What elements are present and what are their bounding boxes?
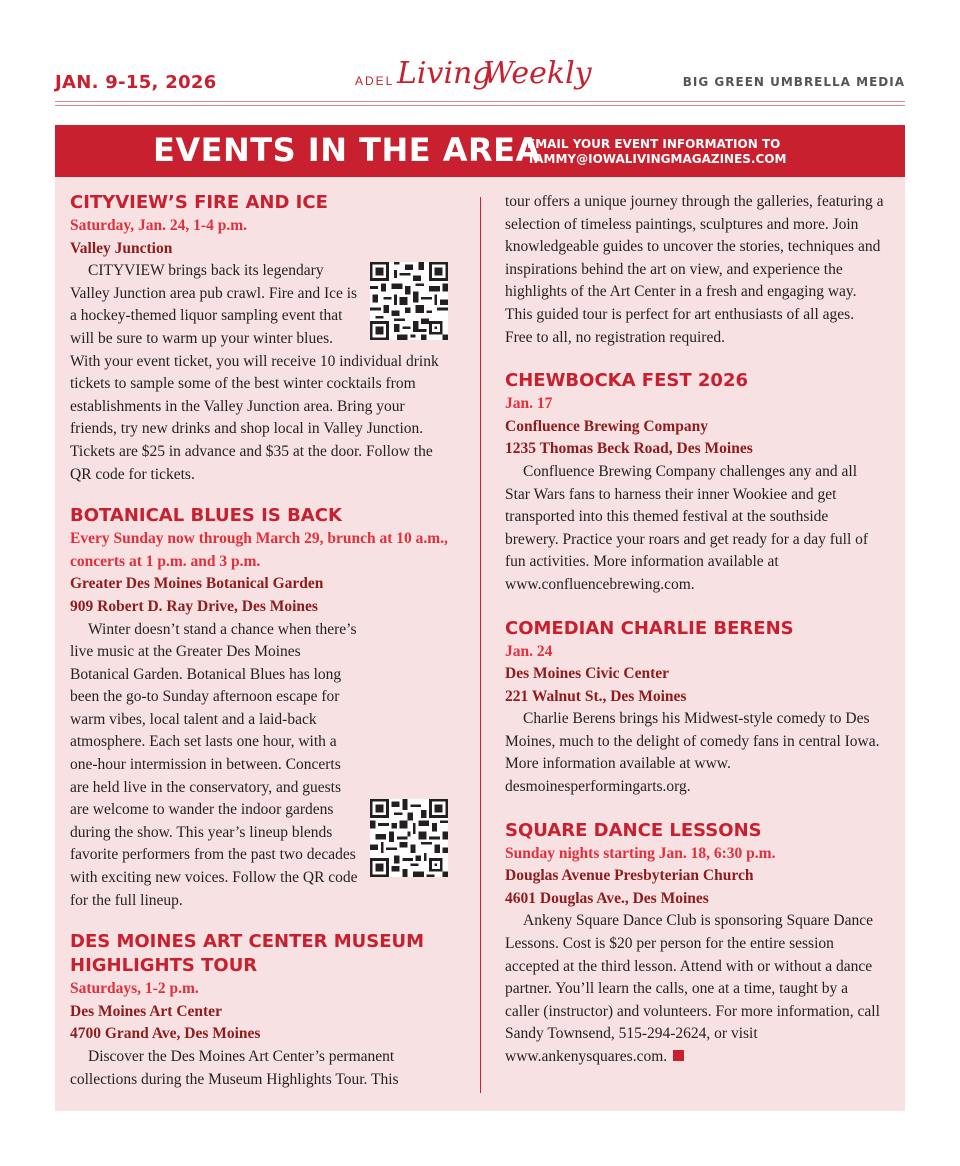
end-of-story-mark <box>673 1050 684 1061</box>
qr-code-lineup[interactable] <box>370 799 448 877</box>
event-title-line-2: HIGHLIGHTS TOUR <box>70 955 258 977</box>
event-venue: Des Moines Art Center <box>70 1002 222 1020</box>
event-fire-and-ice <box>70 191 450 486</box>
event-date: Sunday nights starting Jan. 18, 6:30 p.m. <box>505 844 776 862</box>
logo-word-living: Living <box>397 56 492 91</box>
event-description: Winter doesn’t stand a chance when there’s live music at the Greater Des Moines Botanical Garden. Botanical Blues has long been the go-to Sunday afternoon escape for warm vibes, local talent and a laid-back atmosphere. Each set lasts one hour, with a one-hour intermission in between. Concerts are held live in the conservatory, and guests are welcome to wander the indoor gardens during the show. This year’s lineup blends favorite performers from the past two decades with exciting new voices. Follow the QR code for the full lineup. <box>70 620 358 909</box>
event-date: Every Sunday now through March 29, brunch at 10 a.m., concerts at 1 p.m. and 3 p.m. <box>70 530 448 570</box>
event-description-part-1: Discover the Des Moines Art Center’s permanent collections during the Museum Highlights Tour. This <box>70 1048 399 1088</box>
event-description-text: Ankeny Square Dance Club is sponsoring Square Dance Lessons. Cost is $20 per person for the entire session accepted at the third lesson. Attend with or without a dance partner. You’ll learn the calls, one at a time, taught by a caller (instructor) and volunteers. For more information, call Sandy Townsend, 515-294-2624, or visit www.ankenysquares.com. <box>505 912 880 1065</box>
issue-date: JAN. 9-15, 2026 <box>55 72 217 93</box>
event-address: 4601 Douglas Ave., Des Moines <box>505 889 709 907</box>
masthead <box>55 58 905 102</box>
qr-code-tickets[interactable] <box>370 262 448 340</box>
event-title: BOTANICAL BLUES IS BACK <box>70 505 342 527</box>
event-date: Jan. 24 <box>505 642 553 660</box>
event-date: Saturdays, 1-2 p.m. <box>70 980 199 998</box>
event-title: COMEDIAN CHARLIE BERENS <box>505 617 794 639</box>
event-title: CHEWBOCKA FEST 2026 <box>505 370 748 392</box>
event-venue: Greater Des Moines Botanical Garden <box>70 575 324 593</box>
publisher-name: BIG GREEN UMBRELLA MEDIA <box>682 75 905 89</box>
event-address: 221 Walnut St., Des Moines <box>505 687 687 705</box>
event-venue: Douglas Avenue Presbyterian Church <box>505 867 754 885</box>
event-description: CITYVIEW brings back its legendary Valley Junction area pub crawl. Fire and Ice is a hockey-themed liquor sampling event that will be sure to warm up your winter blues. With your event ticket, you will receive 10 individual drink tickets to sample some of the best winter cocktails from establishments in the Valley Junction area. Bring your friends, try new drinks and shop local in Valley Junction. Tickets are $25 in advance and $35 at the door. Follow the QR code for tickets. <box>70 262 439 483</box>
email-address: TAMMY@IOWALIVINGMAGAZINES.COM <box>527 152 787 166</box>
event-venue: Valley Junction <box>70 239 173 257</box>
column-divider <box>480 197 481 1093</box>
event-venue: Confluence Brewing Company <box>505 417 708 435</box>
events-panel <box>55 125 905 1111</box>
event-description: Confluence Brewing Company challenges any and all Star Wars fans to harness their inner Wookiee and get transported into this themed festival at the southside brewery. Practice your roars and get ready for a day full of fun activities. More information available at www.confluencebrewing.com. <box>505 462 869 593</box>
email-line-1: EMAIL YOUR EVENT INFORMATION TO <box>527 137 781 151</box>
event-title: SQUARE DANCE LESSONS <box>505 819 762 841</box>
event-comedian-charlie-berens <box>505 617 885 799</box>
event-chewbocka-fest <box>505 369 885 596</box>
event-description: Charlie Berens brings his Midwest-style comedy to Des Moines, much to the delight of comedy fans in central Iowa. More information available at www. desmoinesperformingarts.org. <box>505 710 880 796</box>
event-square-dance-lessons <box>505 819 885 1069</box>
event-address: 1235 Thomas Beck Road, Des Moines <box>505 440 753 458</box>
event-venue: Des Moines Civic Center <box>505 665 669 683</box>
banner-title: EVENTS IN THE AREA <box>153 131 541 169</box>
event-botanical-blues <box>70 504 450 912</box>
event-title-line-1: DES MOINES ART CENTER MUSEUM <box>70 931 425 953</box>
event-date: Jan. 17 <box>505 395 553 413</box>
logo-prefix: ADEL <box>355 74 395 88</box>
events-banner <box>55 125 905 177</box>
left-column <box>70 191 450 1091</box>
event-address: 4700 Grand Ave, Des Moines <box>70 1025 261 1043</box>
logo-word-weekly: Weekly <box>483 56 592 91</box>
event-date: Saturday, Jan. 24, 1-4 p.m. <box>70 217 247 234</box>
event-address: 909 Robert D. Ray Drive, Des Moines <box>70 597 318 615</box>
event-title: CITYVIEW’S FIRE AND ICE <box>70 192 328 213</box>
event-description-part-2: tour offers a unique journey through the galleries, featuring a selection of timeless paintings, sculptures and more. Join knowledgeable guides to uncover the stories, techniques and inspirations behind the art on view, and experience the highlights of the Art Center in a fresh and engaging way. This guided tour is perfect for art enthusiasts of all ages. Free to all, no registration required. <box>505 193 884 346</box>
submission-email <box>527 137 786 167</box>
event-art-center-tour <box>70 930 450 1091</box>
header-rule <box>55 101 905 106</box>
event-art-center-tour-continued <box>505 191 885 349</box>
event-description <box>505 910 885 1068</box>
right-column <box>505 191 885 1069</box>
